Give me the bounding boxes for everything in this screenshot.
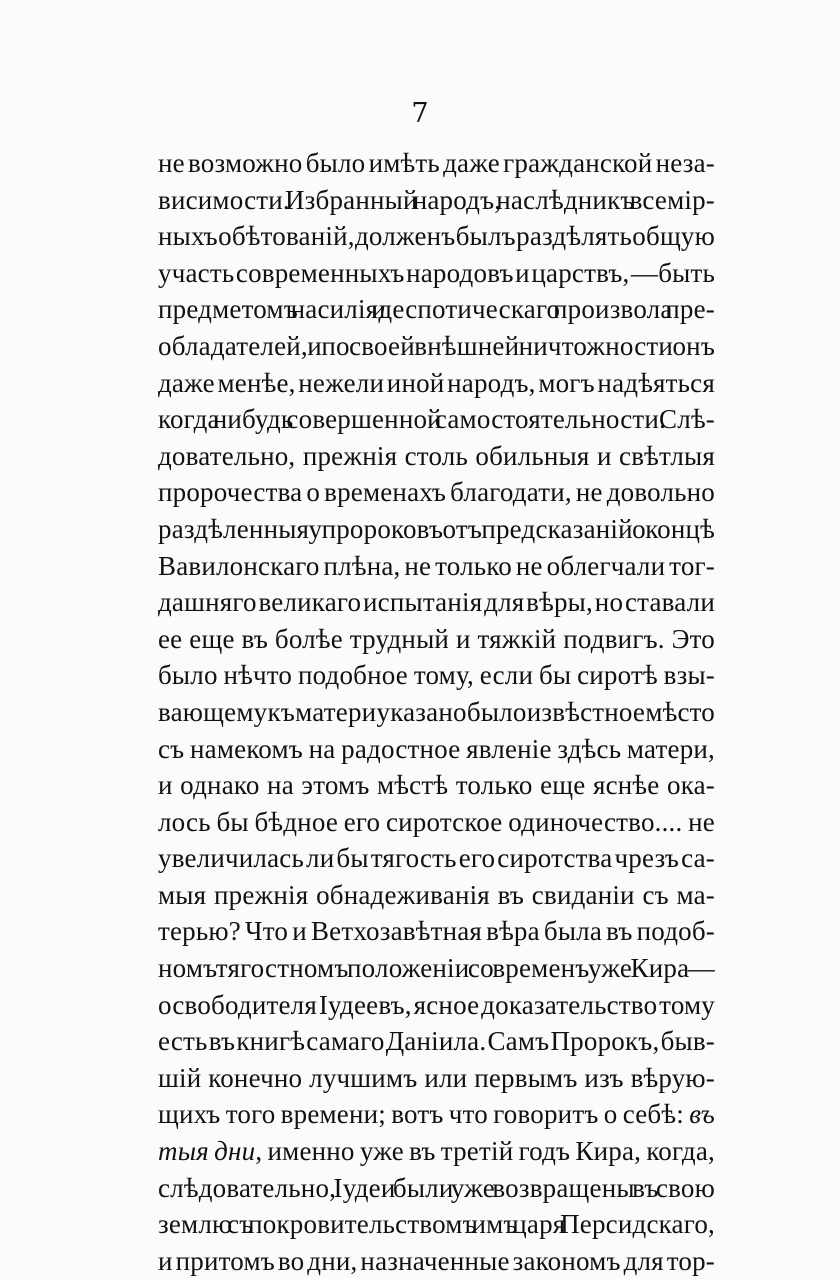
text-line <box>158 767 715 804</box>
line-text: , именно уже въ третій годъ Кира, когда, <box>255 1136 715 1167</box>
line-text: слѣдовательно, Іудеи были уже возвращены въ свою <box>158 1172 715 1203</box>
line-text: щихъ того времени; вотъ что говоритъ о себѣ: <box>158 1099 690 1130</box>
text-line <box>158 182 715 219</box>
text-line <box>158 1243 715 1279</box>
page-number: 7 <box>411 98 429 129</box>
text-line <box>158 1060 715 1097</box>
line-text: увеличилась ли бы тягость его сиротства чрезъ са- <box>158 843 715 874</box>
line-text: дашняго великаго испытанія для вѣры, но ставали <box>158 587 715 618</box>
text-line <box>158 657 715 694</box>
text-line <box>158 365 715 402</box>
line-text: терью? Что и Ветхозавѣтная вѣра была въ подоб- <box>158 916 715 947</box>
text-line <box>158 621 715 658</box>
line-text: землю съ покровительствомъ имъ царя Персидскаго, <box>158 1209 715 1240</box>
line-text: обладателей, и по своей внѣшней ничтожности онъ <box>158 330 715 361</box>
body-text <box>158 145 715 1279</box>
line-text: Вавилонскаго плѣна, не только не облегчали тог- <box>158 550 715 581</box>
line-text-italic: тыя дни <box>158 1136 256 1167</box>
text-line <box>158 291 715 328</box>
line-text: предметомъ насилія и деспотическаго произвола пре- <box>158 294 715 325</box>
line-text: пророчества о временахъ благодати, не довольно <box>158 477 715 508</box>
text-line <box>158 145 715 182</box>
line-text-italic: въ <box>689 1099 715 1130</box>
line-text: номъ тягостномъ положеніи со временъ уже Кира — <box>158 953 715 984</box>
line-text: когда нибудь совершенной самостоятельности. Слѣ- <box>158 404 715 435</box>
text-line <box>158 218 715 255</box>
line-text: было нѣчто подобное тому, если бы сиротѣ взы- <box>158 660 715 691</box>
text-line <box>158 255 715 292</box>
line-text: освободителя Іудеевъ, ясное доказательство тому <box>158 989 715 1020</box>
line-text: ныхъ обѣтованій, долженъ былъ раздѣлять общую <box>158 221 715 252</box>
text-line <box>158 401 715 438</box>
text-line <box>158 511 715 548</box>
line-text: съ намекомъ на радостное явленіе здѣсь матери, <box>158 733 715 764</box>
text-line <box>158 1170 715 1207</box>
line-text: и притомъ во дни, назначенные закономъ для тор- <box>158 1245 715 1276</box>
line-text: шій конечно лучшимъ или первымъ изъ вѣрую- <box>158 1062 715 1093</box>
line-text: мыя прежнія обнадеживанія въ свиданіи съ ма- <box>158 879 715 910</box>
line-text: ее еще въ болѣе трудный и тяжкій подвигъ. Это <box>158 623 715 654</box>
line-text: лось бы бѣдное его сиротское одиночество.... не <box>158 806 715 837</box>
line-text: и однако на этомъ мѣстѣ только еще яснѣе ока- <box>158 770 715 801</box>
text-line <box>158 694 715 731</box>
line-text: довательно, прежнія столь обильныя и свѣтлыя <box>158 440 715 471</box>
text-line <box>158 548 715 585</box>
line-text: участь современныхъ народовъ и царствъ, —быть <box>158 257 715 288</box>
text-line <box>158 1133 715 1170</box>
text-line <box>158 1096 715 1133</box>
line-text: раздѣленныя у пророковъ отъ предсказаній о концѣ <box>158 513 715 544</box>
line-text: висимости. Избранный народъ, наслѣдникъ всемір- <box>158 184 715 215</box>
text-line <box>158 804 715 841</box>
text-line <box>158 474 715 511</box>
text-line <box>158 913 715 950</box>
text-line <box>158 731 715 768</box>
text-line <box>158 438 715 475</box>
text-line <box>158 877 715 914</box>
line-text: вающему къ матери указано было извѣстное мѣсто <box>158 696 715 727</box>
text-line <box>158 1023 715 1060</box>
text-line <box>158 328 715 365</box>
line-text: есть въ книгѣ самаго Даніила. Самъ Пророкъ, быв- <box>158 1026 715 1057</box>
text-line <box>158 1206 715 1243</box>
text-line <box>158 987 715 1024</box>
line-text: даже менѣе, нежели иной народъ, могъ надѣяться <box>158 367 715 398</box>
line-text: не возможно было имѣть даже гражданской неза- <box>158 148 715 178</box>
text-line <box>158 950 715 987</box>
text-line <box>158 584 715 621</box>
text-line <box>158 840 715 877</box>
